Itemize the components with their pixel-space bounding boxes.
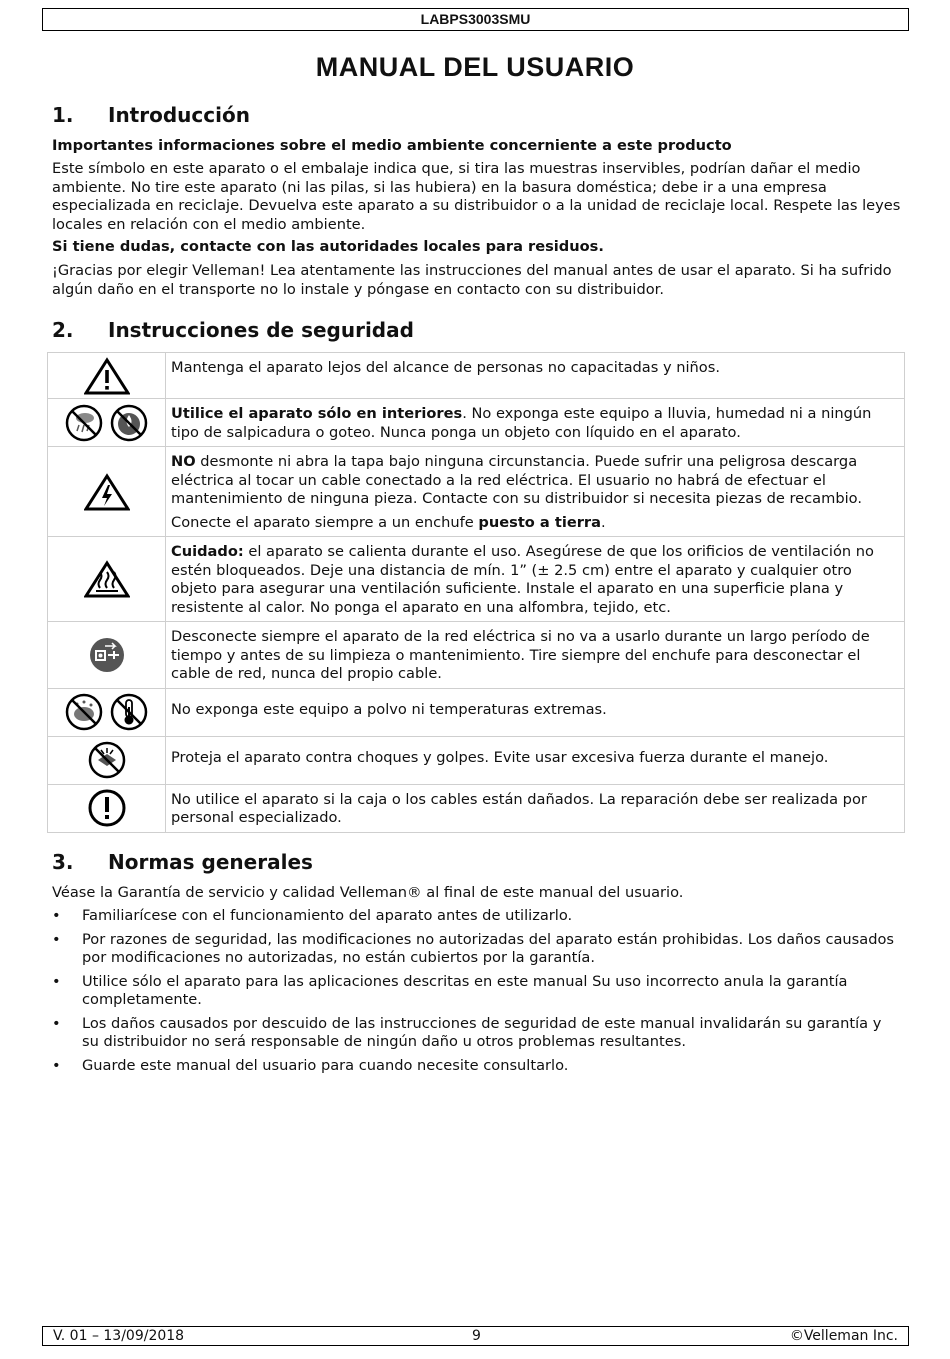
safety-text: Cuidado: el aparato se calienta durante el uso. Asegúrese de que los orificios de ventilación no estén bloqueados. Deje una distancia de mín. 1” (± 2.5 cm) entre el aparato y cualquier otro objeto para asegurar una ventilación suficiente. Instale el aparato en una superficie plana y resistente al calor. No ponga el aparato en una alfombra, tejido, etc. [171, 543, 874, 616]
no-water-icon [109, 403, 149, 443]
safety-table [47, 352, 905, 833]
list-item: • Guarde este manual del usuario para cuando necesite consultarlo. [52, 1056, 569, 1074]
exclamation-circle-icon [87, 788, 127, 828]
no-dust-icon [64, 692, 104, 732]
section-2-heading: 2. Instrucciones de seguridad [52, 318, 414, 342]
list-item: • Los daños causados por descuido de las instrucciones de seguridad de este manual invalidarán su garantía y su distribuidor no será responsable de ningún daño u otros problemas resultantes. [52, 1014, 882, 1050]
safety-text: NO desmonte ni abra la tapa bajo ninguna circunstancia. Puede sufrir una peligrosa descarga eléctrica al tocar un cable conectado a la red eléctrica. El usuario no habrá de efectuar el mantenimiento de ninguna pieza. Contacte con su distribuidor si necesita piezas de recambio. [171, 453, 862, 507]
warning-triangle-icon [84, 357, 130, 395]
safety-text: Mantenga el aparato lejos del alcance de personas no capacitadas y niños. [171, 359, 720, 376]
safety-text: No exponga este equipo a polvo ni temperaturas extremas. [171, 700, 607, 718]
safety-row [48, 688, 905, 736]
page-footer [42, 1326, 909, 1346]
safety-row [48, 736, 905, 784]
list-item: • Utilice sólo el aparato para las aplicaciones descritas en este manual Su uso incorrecto anula la garantía completamente. [52, 972, 848, 1008]
no-temperature-icon [109, 692, 149, 732]
page-number: 9 [472, 1328, 481, 1344]
no-shock-icon [87, 740, 127, 780]
page-header [42, 8, 909, 31]
general-rules-list [52, 907, 902, 1080]
safety-row [48, 399, 905, 447]
list-item: • Por razones de seguridad, las modificaciones no autorizadas del aparato están prohibidas. Los daños causados por modificaciones no autorizadas, no están cubiertos por la garantía. [52, 930, 894, 966]
safety-row [48, 537, 905, 622]
safety-row [48, 447, 905, 537]
safety-row [48, 784, 905, 832]
safety-text: Proteja el aparato contra choques y golpes. Evite usar excesiva fuerza durante el manejo. [171, 748, 829, 766]
doubts-text: Si tiene dudas, contacte con las autoridades locales para residuos. [52, 238, 604, 255]
hot-surface-icon [84, 560, 130, 598]
general-rules-intro: Véase la Garantía de servicio y calidad Velleman® al final de este manual del usuario. [52, 884, 684, 901]
safety-text: Desconecte siempre el aparato de la red eléctrica si no va a usarlo durante un largo período de tiempo y antes de su limpieza o mantenimiento. Tire siempre del enchufe para desconectar el cable de red, nunca del propio cable. [171, 628, 870, 682]
environment-text: Este símbolo en este aparato o el embalaje indica que, si tira las muestras inservibles, podrían dañar el medio ambiente. No tire este aparato (ni las pilas, si las hubiera) en la basura doméstica; debe ir a una empresa especializada en reciclaje. Devuelva este aparato a su distribuidor o a la unidad de reciclaje local. Respete las leyes locales en relación con el medio ambiente. [52, 160, 901, 233]
no-rain-icon [64, 403, 104, 443]
electric-shock-icon [84, 473, 130, 511]
document-title: MANUAL DEL USUARIO [315, 52, 635, 82]
copyright: ©Velleman Inc. [789, 1328, 898, 1344]
safety-row [48, 353, 905, 399]
safety-row [48, 622, 905, 689]
thanks-text: ¡Gracias por elegir Velleman! Lea atentamente las instrucciones del manual antes de usar el aparato. Si ha sufrido algún daño en el transporte no lo instale y póngase en contacto con su distribuidor. [52, 262, 892, 298]
safety-text: Utilice el aparato sólo en interiores. No exponga este equipo a lluvia, humedad ni a ningún tipo de salpicadura o goteo. Nunca ponga un objeto con líquido en el aparato. [171, 405, 872, 441]
safety-text: No utilice el aparato si la caja o los cables están dañados. La reparación debe ser realizada por personal especializado. [171, 790, 867, 826]
environment-heading: Importantes informaciones sobre el medio ambiente concerniente a este producto [52, 137, 732, 154]
section-1-heading: 1. Introducción [52, 103, 250, 127]
safety-text-ground: Conecte el aparato siempre a un enchufe puesto a tierra. [171, 513, 606, 531]
version-date: V. 01 – 13/09/2018 [53, 1328, 185, 1344]
list-item: • Familiarícese con el funcionamiento del aparato antes de utilizarlo. [52, 907, 573, 924]
section-3-heading: 3. Normas generales [52, 850, 313, 874]
unplug-icon [88, 636, 126, 674]
model-number: LABPS3003SMU [420, 11, 531, 27]
